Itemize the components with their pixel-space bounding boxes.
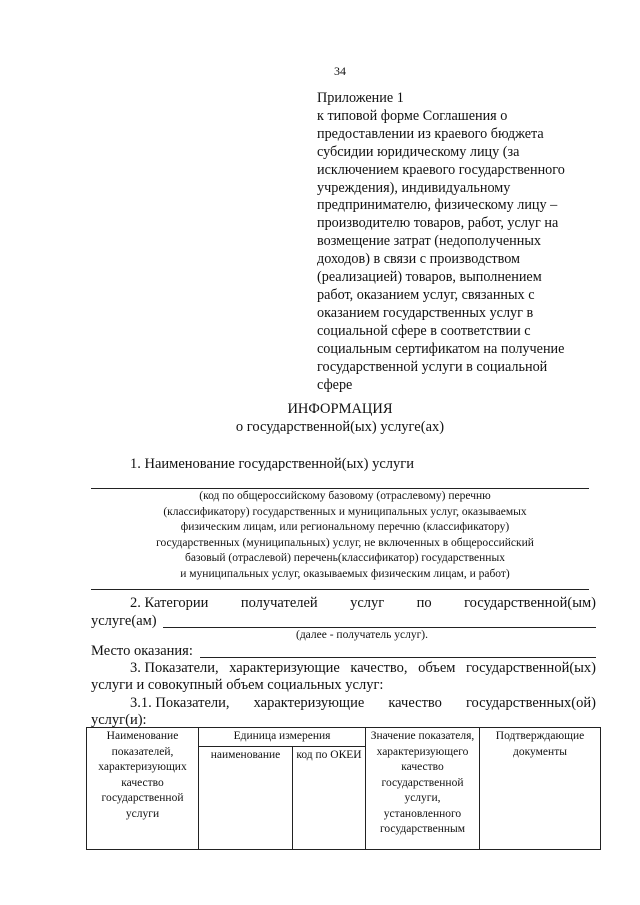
quality-indicators-table <box>86 727 601 850</box>
note-line: (классификатору) государственных и муниципальных услуг, оказываемых <box>163 505 527 518</box>
text-word: государственной(ым) <box>464 595 596 611</box>
text-word: характеризующие <box>229 660 340 676</box>
document-subtitle: о государственной(ых) услуге(ах) <box>235 419 445 435</box>
appendix-line: социальной сфере в соответствии с <box>317 322 531 339</box>
header-unit-name: наименование <box>199 746 293 850</box>
appendix-line: работ, оказанием услуг, связанных с <box>317 286 535 303</box>
text-word: 3. Показатели, <box>130 660 219 676</box>
document-title: ИНФОРМАЦИЯ <box>287 401 393 417</box>
text-word: качество, <box>350 660 408 676</box>
place-label: Место оказания: <box>91 643 193 659</box>
appendix-line: учреждения), индивидуальному <box>317 179 511 196</box>
header-unit-code: код по ОКЕИ <box>293 746 366 850</box>
appendix-line: возмещение затрат (недополученных <box>317 233 541 250</box>
appendix-line: (реализацией) товаров, выполнением <box>317 269 542 286</box>
section-3-line-2: услуги и совокупный объем социальных услуг: <box>91 677 384 693</box>
appendix-line: государственной услуги в социальной <box>317 358 548 375</box>
fill-line <box>91 589 589 590</box>
appendix-line: доходов) в связи с производством <box>317 251 521 268</box>
section-3-1-line-1 <box>130 695 596 712</box>
section-2-note: (далее - получатель услуг). <box>296 629 428 641</box>
text-word: по <box>416 595 432 611</box>
appendix-line: к типовой форме Соглашения о <box>317 107 508 124</box>
section-2-line-1 <box>130 595 596 612</box>
section-1-note <box>95 489 595 583</box>
appendix-line: оказанием государственных услуг в <box>317 304 534 321</box>
note-line: (код по общероссийскому базовому (отраслевому) перечню <box>199 490 491 502</box>
text-word: характеризующие <box>253 695 365 711</box>
note-line: государственных (муниципальных) услуг, не включенных в общероссийский <box>156 536 534 549</box>
section-3-1-line-2: услуг(и): <box>91 712 147 728</box>
note-line: физическим лицам, или региональному перечню (классификатору) <box>180 521 510 534</box>
text-word: 3.1. Показатели, <box>130 695 230 711</box>
appendix-line: социальным сертификатом на получение <box>317 340 565 357</box>
appendix-line: исключением краевого государственного <box>317 161 565 178</box>
note-line: базовый (отраслевой) перечень(классификатор) государственных <box>185 552 505 565</box>
header-supporting-documents: Подтверждающие документы <box>480 728 601 850</box>
appendix-header <box>317 90 617 394</box>
text-word: 2. Категории <box>130 595 209 611</box>
appendix-line: предпринимателю, физическому лицу – <box>317 197 558 214</box>
fill-line <box>200 657 596 658</box>
text-word: качество <box>388 695 442 711</box>
appendix-line: Приложение 1 <box>317 90 404 106</box>
text-word: услуг <box>350 595 385 611</box>
appendix-line: предоставлении из краевого бюджета <box>317 125 544 142</box>
page-number: 34 <box>334 64 346 78</box>
text-word: получателей <box>240 595 318 611</box>
appendix-line: производителю товаров, работ, услуг на <box>317 215 559 232</box>
section-2-line-2: услуге(ам) <box>91 613 157 629</box>
header-indicator-name: Наименование показателей, характеризующих качество государственной услуги <box>87 728 199 850</box>
text-word: объем <box>418 660 456 676</box>
header-unit: Единица измерения <box>199 728 366 747</box>
section-1-heading: 1. Наименование государственной(ых) услуги <box>130 456 414 472</box>
appendix-line: сфере <box>317 376 353 393</box>
header-indicator-value: Значение показателя, характеризующего качество государственной услуги, установленного государственным <box>366 728 480 850</box>
text-word: государственной(ых) <box>465 660 596 676</box>
text-word: государственных(ой) <box>465 695 596 711</box>
section-3-line-1 <box>130 660 596 677</box>
appendix-line: субсидии юридическому лицу (за <box>317 143 520 160</box>
fill-line <box>163 627 596 628</box>
note-line: и муниципальных услуг, оказываемых физическим лицам, и работ) <box>180 567 510 580</box>
